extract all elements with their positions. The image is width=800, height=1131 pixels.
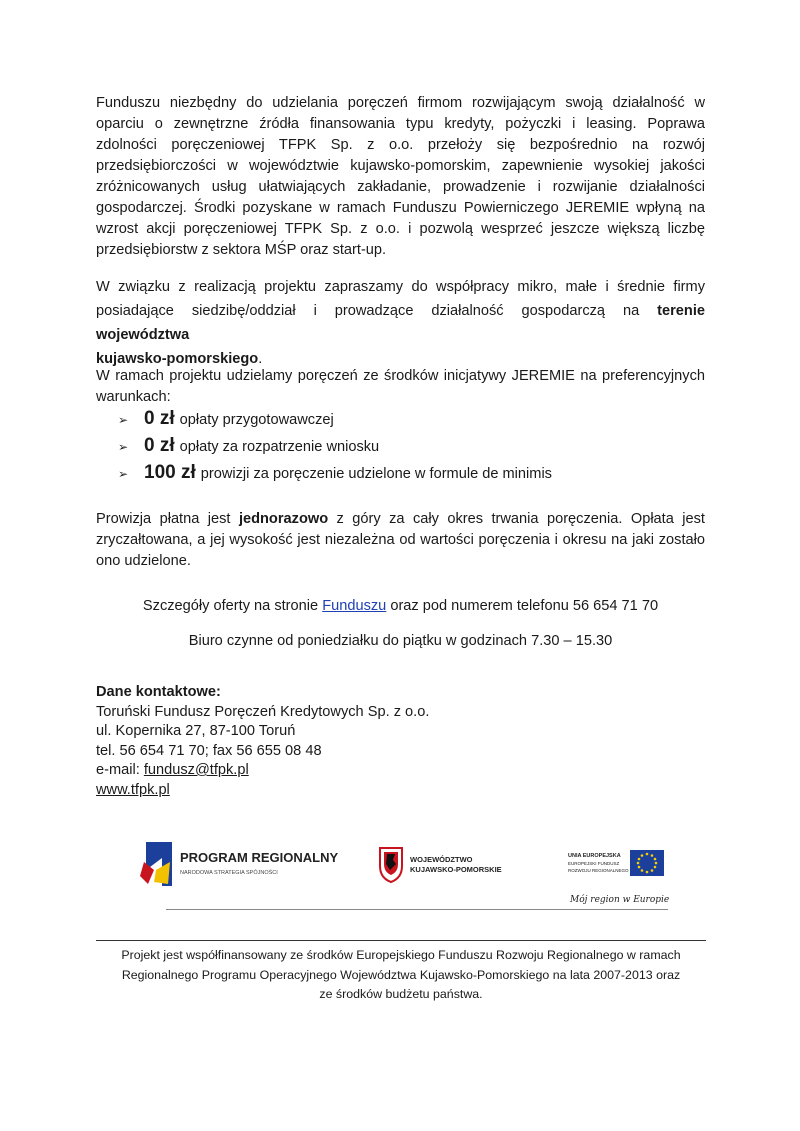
arrow-bullet-icon: ➢	[118, 413, 129, 427]
footer-line: Projekt jest współfinansowany ze środków Europejskiego Funduszu Rozwoju Regionalnego w ramach	[121, 948, 681, 962]
intro-line: zróżnicowanych usług ułatwiających zakładanie, prowadzenie i rozwijanie działalności	[96, 179, 705, 195]
region-highlight: terenie województwa	[96, 303, 705, 343]
region-highlight: kujawsko-pomorskiego	[96, 351, 259, 367]
commission-text: z góry za cały okres trwania poręczenia. Opłata jest	[328, 511, 705, 527]
commission-line: zryczałtowana, a jej wysokość jest niezależna od wartości poręczenia i okresu na jaki zostało	[96, 532, 705, 548]
program-logo-subtitle: NARODOWA STRATEGIA SPÓJNOŚCI	[180, 870, 278, 876]
arrow-bullet-icon: ➢	[118, 467, 129, 481]
footer-divider	[96, 940, 706, 941]
funding-footer	[96, 946, 706, 1005]
company-address: ul. Kopernika 27, 87-100 Toruń	[96, 723, 296, 739]
region-logo-line2: KUJAWSKO-POMORSKIE	[410, 865, 502, 874]
eu-star	[638, 858, 641, 861]
program-regionalny-logo	[140, 842, 339, 886]
eu-logo-line3: ROZWOJU REGIONALNEGO	[568, 868, 629, 873]
eu-logo-line1: UNIA EUROPEJSKA	[568, 853, 621, 859]
intro-line: gospodarczej. Środki pozyskane w ramach Funduszu Powierniczego JEREMIE wpłyną na	[96, 200, 705, 216]
eu-star	[654, 866, 657, 869]
intro-line: oparciu o zewnętrzne źródła finansowania typu kredyty, pożyczki i leasing. Poprawa	[96, 116, 705, 132]
eu-star	[651, 854, 654, 857]
eu-star	[638, 866, 641, 869]
eu-logo	[568, 850, 669, 905]
commission-line: ono udzielone.	[96, 553, 191, 569]
logo-strip	[140, 840, 670, 915]
offer-line	[96, 598, 705, 614]
footer-line: Regionalnego Programu Operacyjnego Województwa Kujawsko-Pomorskiego na lata 2007-2013 oraz	[121, 967, 681, 982]
contact-block	[96, 683, 429, 800]
conditions-paragraph	[96, 366, 705, 408]
region-coat-of-arms-logo	[380, 848, 502, 882]
eu-logo-line2: EUROPEJSKI FUNDUSZ	[568, 861, 620, 866]
program-logo-title: PROGRAM REGIONALNY	[180, 850, 339, 865]
commission-line	[96, 509, 705, 530]
office-hours: Biuro czynne od poniedziałku do piątku w godzinach 7.30 – 15.30	[188, 633, 613, 649]
eu-star	[637, 862, 640, 865]
intro-line: Funduszu niezbędny do udzielania poręczeń firmom rozwijającym swoją działalność w	[96, 95, 705, 111]
intro-line: zdolności poręczeniowej TFPK Sp. z o.o. przełoży się bezpośrednio na rozwój	[96, 137, 705, 153]
fee-amount: 100 zł	[144, 462, 196, 483]
list-item	[118, 408, 678, 435]
invitation-text: .	[258, 351, 263, 367]
fee-amount: 0 zł	[144, 408, 175, 429]
one-time-highlight: jednorazowo	[238, 511, 329, 527]
eu-star	[655, 862, 658, 865]
invitation-line: W związku z realizacją projektu zapraszamy do współpracy mikro, małe i średnie firmy	[96, 279, 705, 295]
region-logo-line1: WOJEWÓDZTWO	[410, 855, 473, 864]
commission-paragraph	[96, 509, 705, 572]
eu-star	[641, 869, 644, 872]
invitation-text: posiadające siedzibę/oddział i prowadzące działalność gospodarczą na	[96, 303, 658, 319]
invitation-line	[96, 299, 705, 347]
logo-strip-graphic	[140, 840, 670, 915]
company-name: Toruński Fundusz Poręczeń Kredytowych Sp. z o.o.	[96, 703, 430, 720]
fee-description: opłaty za rozpatrzenie wniosku	[179, 439, 380, 455]
eu-tagline: Mój region w Europie	[570, 895, 670, 905]
conditions-list	[118, 408, 678, 489]
invitation-paragraph	[96, 275, 705, 371]
offer-text: Szczegóły oferty na stronie	[142, 598, 323, 614]
arrow-bullet-icon: ➢	[118, 440, 129, 454]
eu-star	[646, 853, 649, 856]
intro-line: wzrost akcji poręczeniowej TFPK Sp. z o.o. i pozwolą wesprzeć jeszcze większą liczbę	[96, 221, 705, 237]
intro-line: przedsiębiorstw z sektora MŚP oraz start-up.	[96, 242, 387, 258]
list-item	[118, 462, 678, 489]
list-item	[118, 435, 678, 462]
eu-star	[651, 869, 654, 872]
offer-text: oraz pod numerem telefonu 56 654 71 70	[386, 598, 659, 614]
contact-heading: Dane kontaktowe:	[96, 684, 221, 700]
commission-text: Prowizja płatna jest	[96, 511, 239, 527]
company-phone: tel. 56 654 71 70; fax 56 655 08 48	[96, 742, 322, 759]
website-link[interactable]: www.tfpk.pl	[96, 781, 170, 798]
eu-star	[654, 858, 657, 861]
logo-divider	[166, 909, 668, 910]
email-label: e-mail:	[96, 762, 144, 778]
fee-description: prowizji za poręczenie udzielone w formule de minimis	[200, 466, 552, 482]
fee-description: opłaty przygotowawczej	[179, 412, 334, 428]
email-link[interactable]: fundusz@tfpk.pl	[143, 762, 249, 778]
conditions-line: warunkach:	[96, 389, 171, 405]
intro-paragraph	[96, 93, 705, 261]
fund-link[interactable]: Funduszu	[322, 598, 387, 614]
company-email-row	[96, 761, 429, 781]
eu-star	[641, 854, 644, 857]
conditions-line: W ramach projektu udzielamy poręczeń ze środków inicjatywy JEREMIE na preferencyjnych	[96, 368, 705, 384]
intro-line: przedsiębiorczości w województwie kujawsko-pomorskim, zapewnienie wysokiej jakości	[96, 158, 705, 174]
eu-star	[646, 871, 649, 874]
fee-amount: 0 zł	[144, 435, 175, 456]
footer-line: ze środków budżetu państwa.	[319, 987, 483, 1001]
